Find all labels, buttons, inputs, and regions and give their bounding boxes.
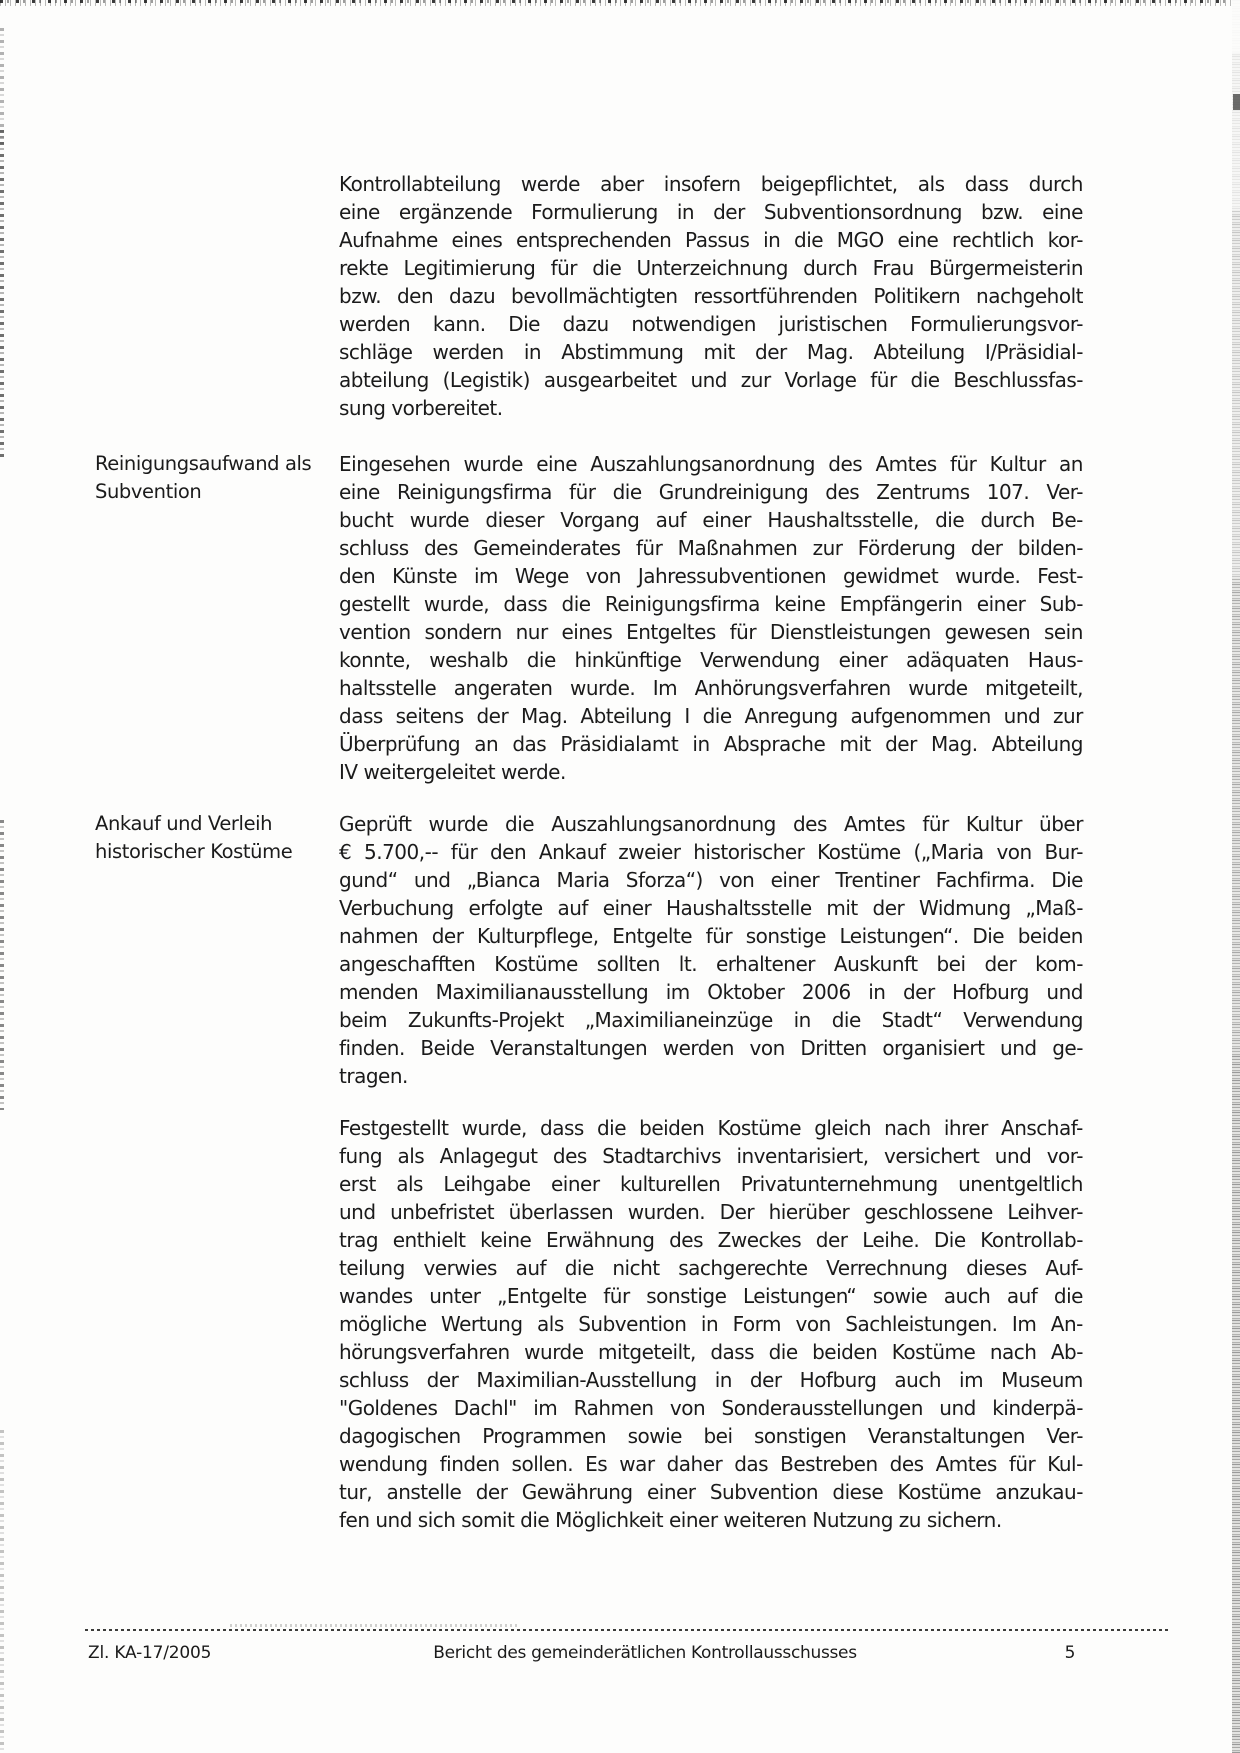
text-line: beim Zukunfts-Projekt „Maximilianeinzüge in die Stadt“ Verwendung — [339, 1008, 1083, 1032]
text-line: bzw. den dazu bevollmächtigten ressortführenden Politikern nachgeholt — [339, 284, 1083, 308]
text-line: Festgestellt wurde, dass die beiden Kostüme gleich nach ihrer Anschaf- — [339, 1116, 1083, 1140]
text-line: historischer Kostüme — [95, 840, 293, 863]
text-line: Aufnahme eines entsprechenden Passus in die MGO eine rechtlich kor- — [339, 228, 1083, 252]
text-line: angeschafften Kostüme sollten lt. erhaltener Auskunft bei der kom- — [339, 952, 1083, 976]
paragraph-kontrollabteilung — [339, 170, 1083, 422]
text-line: schluss der Maximilian-Ausstellung in der Hofburg auch im Museum — [339, 1368, 1083, 1392]
text-line: dagogischen Programmen sowie bei sonstigen Veranstaltungen Ver- — [339, 1424, 1083, 1448]
text-line: vention sondern nur eines Entgeltes für Dienstleistungen gewesen sein — [339, 620, 1083, 644]
text-line: haltsstelle angeraten wurde. Im Anhörungsverfahren wurde mitgeteilt, — [339, 676, 1083, 700]
text-line: Kontrollabteilung werde aber insofern beigepflichtet, als dass durch — [339, 172, 1083, 196]
margin-label-ankauf-und-verleih — [95, 810, 335, 866]
paragraph-reinigungsaufwand — [339, 450, 1083, 786]
text-line: Überprüfung an das Präsidialamt in Absprache mit der Mag. Abteilung — [339, 732, 1083, 756]
text-line: den Künste im Wege von Jahressubventionen gewidmet wurde. Fest- — [339, 564, 1083, 588]
text-line: menden Maximilianausstellung im Oktober 2006 in der Hofburg und — [339, 980, 1083, 1004]
scan-artifact-left-edge — [0, 820, 4, 1110]
text-line: wendung finden sollen. Es war daher das Bestreben des Amtes für Kul- — [339, 1452, 1083, 1476]
text-line: bucht wurde dieser Vorgang auf einer Haushaltsstelle, die durch Be- — [339, 508, 1083, 532]
text-line: IV weitergeleitet werde. — [339, 760, 566, 784]
scan-artifact-left-edge — [0, 130, 4, 460]
text-line: abteilung (Legistik) ausgearbeitet und zur Vorlage für die Beschlussfas- — [339, 368, 1083, 392]
scan-artifact-smudge — [230, 1624, 520, 1627]
scan-artifact-right-edge — [1232, 0, 1240, 1753]
text-line: Reinigungsaufwand als — [95, 452, 312, 475]
paragraph-festgestellt-kostueme — [339, 1114, 1083, 1534]
text-line: Eingesehen wurde eine Auszahlungsanordnung des Amtes für Kultur an — [339, 452, 1083, 476]
text-line: Subvention — [95, 480, 202, 503]
text-line: Ankauf und Verleih — [95, 812, 273, 835]
text-line: fen und sich somit die Möglichkeit einer weiteren Nutzung zu sichern. — [339, 1508, 1002, 1532]
text-line: rekte Legitimierung für die Unterzeichnung durch Frau Bürgermeisterin — [339, 256, 1083, 280]
text-line: "Goldenes Dachl" im Rahmen von Sonderausstellungen und kinderpä- — [339, 1396, 1083, 1420]
text-line: teilung verwies auf die nicht sachgerechte Verrechnung dieses Auf- — [339, 1256, 1083, 1280]
text-line: finden. Beide Veranstaltungen werden von Dritten organisiert und ge- — [339, 1036, 1083, 1060]
text-line: trag enthielt keine Erwähnung des Zweckes der Leihe. Die Kontrollab- — [339, 1228, 1083, 1252]
text-line: konnte, weshalb die hinkünftige Verwendung einer adäquaten Haus- — [339, 648, 1083, 672]
scan-artifact-right-blob — [1233, 94, 1240, 110]
text-line: und unbefristet überlassen wurden. Der hierüber geschlossene Leihver- — [339, 1200, 1083, 1224]
text-line: dass seitens der Mag. Abteilung I die Anregung aufgenommen und zur — [339, 704, 1083, 728]
footer-reference-number: Zl. KA-17/2005 — [88, 1643, 212, 1663]
text-line: schluss des Gemeinderates für Maßnahmen zur Förderung der bilden- — [339, 536, 1083, 560]
footer-page-number: 5 — [1064, 1643, 1076, 1663]
text-line: tur, anstelle der Gewährung einer Subvention diese Kostüme anzukau- — [339, 1480, 1083, 1504]
text-line: erst als Leihgabe einer kulturellen Privatunternehmung unentgeltlich — [339, 1172, 1083, 1196]
text-line: nahmen der Kulturpflege, Entgelte für sonstige Leistungen“. Die beiden — [339, 924, 1083, 948]
footer-dashed-rule — [85, 1629, 1168, 1631]
footer-report-title: Bericht des gemeinderätlichen Kontrollausschusses — [433, 1643, 857, 1663]
text-line: schläge werden in Abstimmung mit der Mag. Abteilung I/Präsidial- — [339, 340, 1083, 364]
text-line: wandes unter „Entgelte für sonstige Leistungen“ sowie auch auf die — [339, 1284, 1083, 1308]
text-line: werden kann. Die dazu notwendigen juristischen Formulierungsvor- — [339, 312, 1083, 336]
text-line: Geprüft wurde die Auszahlungsanordnung des Amtes für Kultur über — [339, 812, 1083, 836]
scan-artifact-left-edge — [0, 1430, 4, 1753]
text-line: gund“ und „Bianca Maria Sforza“) von einer Trentiner Fachfirma. Die — [339, 868, 1083, 892]
text-line: hörungsverfahren wurde mitgeteilt, dass die beiden Kostüme nach Ab- — [339, 1340, 1083, 1364]
text-line: Verbuchung erfolgte auf einer Haushaltsstelle mit der Widmung „Maß- — [339, 896, 1083, 920]
paragraph-ankauf-kostueme — [339, 810, 1083, 1090]
text-line: mögliche Wertung als Subvention in Form von Sachleistungen. Im An- — [339, 1312, 1083, 1336]
text-line: fung als Anlagegut des Stadtarchivs inventarisiert, versichert und vor- — [339, 1144, 1083, 1168]
scan-artifact-top-edge — [0, 0, 1240, 6]
text-line: sung vorbereitet. — [339, 396, 503, 420]
text-line: gestellt wurde, dass die Reinigungsfirma keine Empfängerin einer Sub- — [339, 592, 1083, 616]
text-line: eine Reinigungsfirma für die Grundreinigung des Zentrums 107. Ver- — [339, 480, 1083, 504]
margin-label-reinigungsaufwand-als-subvention — [95, 450, 335, 506]
text-line: tragen. — [339, 1064, 408, 1088]
text-line: eine ergänzende Formulierung in der Subventionsordnung bzw. eine — [339, 200, 1083, 224]
text-line: € 5.700,-- für den Ankauf zweier historischer Kostüme („Maria von Bur- — [339, 840, 1083, 864]
